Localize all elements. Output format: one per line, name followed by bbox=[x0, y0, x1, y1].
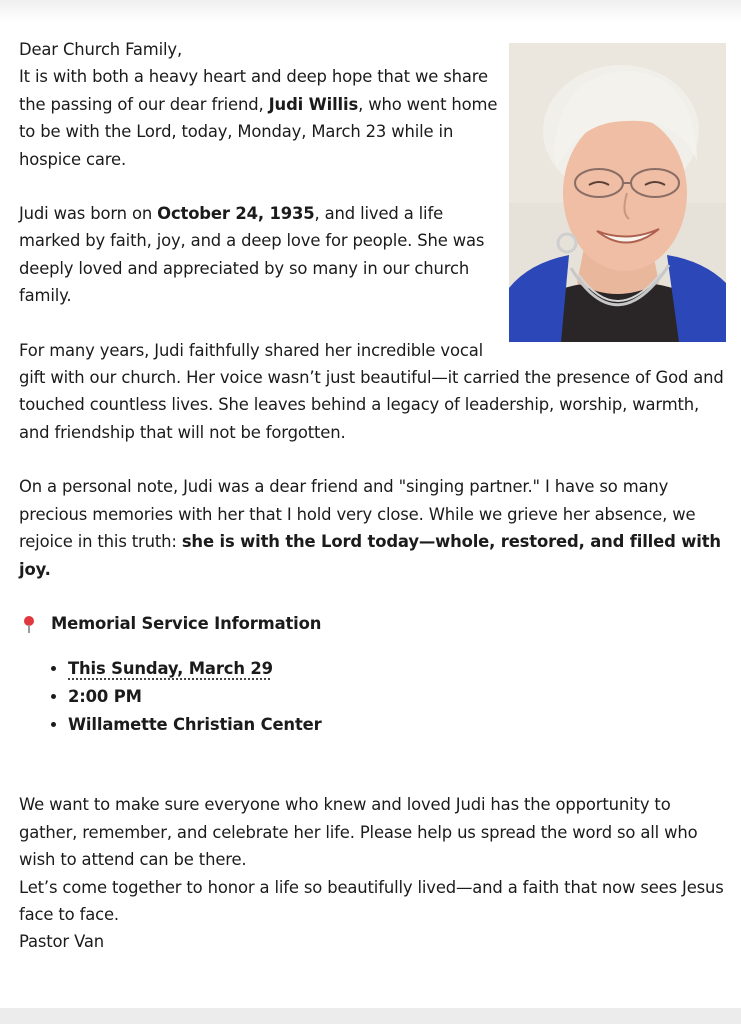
paragraph-text: It is with both a heavy heart and deep hope that we share the passing of our dear friend, bbox=[19, 67, 488, 114]
pin-icon bbox=[19, 614, 41, 634]
memorial-date-text[interactable]: This Sunday, March 29 bbox=[68, 659, 273, 679]
birth-date: October 24, 1935 bbox=[157, 204, 315, 224]
memorial-heading-text: Memorial Service Information bbox=[51, 613, 322, 633]
paragraph-personal bbox=[19, 473, 724, 583]
closing-paragraph: We want to make sure everyone who knew and loved Judi has the opportunity to gather, remember, and celebrate her life. Please help us spread the word so all who wish to attend can be there. bbox=[19, 795, 698, 870]
paragraph-text: , who went home to be with the Lord, today, Monday, March 23 while in hospice care. bbox=[19, 94, 498, 169]
memorial-date bbox=[68, 655, 724, 683]
memorial-location: • Willamette Christian Center bbox=[68, 711, 724, 739]
bottom-bar bbox=[0, 1008, 741, 1024]
top-shade bbox=[0, 0, 741, 22]
deceased-name: Judi Willis bbox=[268, 94, 359, 114]
paragraph-emphasis: she is with the Lord today—whole, restored, and filled with joy. bbox=[19, 532, 721, 579]
memorial-details-list bbox=[19, 655, 724, 739]
signature: Pastor Van bbox=[19, 932, 105, 952]
greeting: Dear Church Family, bbox=[19, 40, 183, 59]
paragraph-legacy: For many years, Judi faithfully shared her incredible vocal gift with our church. Her voice wasn’t just beautiful—it carried the presence of God and touched countless lives. She leaves behind a legacy of leadership, worship, warmth, and friendship that will not be forgotten. bbox=[19, 340, 724, 442]
paragraph-text: On a personal note, Judi was a dear friend and "singing partner." I have so many precious memories with her that I hold very close. While we grieve her absence, we rejoice in this truth: bbox=[19, 477, 696, 552]
paragraph-text: Judi was born on bbox=[19, 204, 158, 224]
portrait-illustration bbox=[509, 43, 726, 342]
letter-body bbox=[19, 36, 724, 956]
closing-invitation: Let’s come together to honor a life so beautifully lived—and a faith that now sees Jesus face to face. bbox=[19, 877, 724, 924]
memorial-heading bbox=[19, 610, 724, 637]
paragraph-text: , and lived a life marked by faith, joy, and a deep love for people. She was deeply loved and appreciated by so many in our church family. bbox=[19, 204, 485, 306]
memorial-time: • 2:00 PM bbox=[68, 683, 724, 711]
portrait-photo bbox=[509, 43, 726, 342]
